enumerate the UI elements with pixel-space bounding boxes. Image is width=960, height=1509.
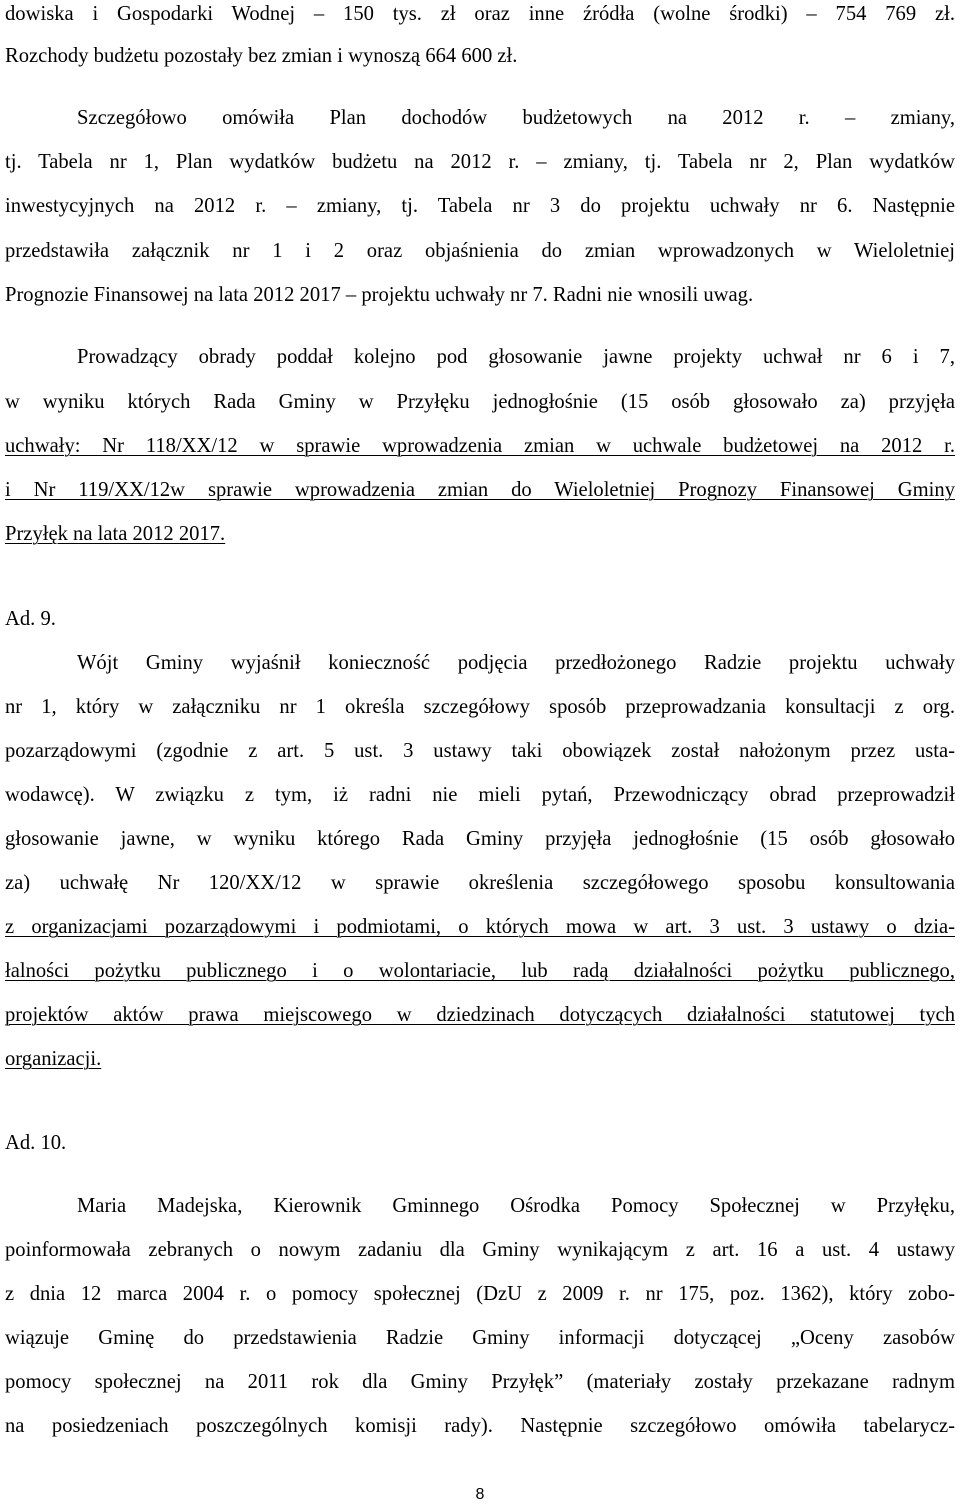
section-heading: Ad. 10. [5, 1132, 67, 1154]
text-line: dowiska i Gospodarki Wodnej – 150 tys. zł oraz inne źródła (wolne środki) – 754 769 zł. [5, 3, 955, 25]
text-line: Przyłęk na lata 2012 2017. [5, 523, 226, 545]
text-line: organizacji. [5, 1048, 102, 1070]
text-line: tj. Tabela nr 1, Plan wydatków budżetu na 2012 r. – zmiany, tj. Tabela nr 2, Plan wydatków [5, 151, 955, 173]
text-line: z dnia 12 marca 2004 r. o pomocy społecznej (DzU z 2009 r. nr 175, poz. 1362), który zobo- [5, 1283, 955, 1305]
text-line: uchwały: Nr 118/XX/12 w sprawie wprowadzenia zmian w uchwale budżetowej na 2012 r. [5, 435, 955, 457]
text-line: i Nr 119/XX/12w sprawie wprowadzenia zmian do Wieloletniej Prognozy Finansowej Gminy [5, 479, 955, 501]
text-line: wodawcę). W związku z tym, iż radni nie mieli pytań, Przewodniczący obrad przeprowadził [5, 784, 955, 806]
text-line: łalności pożytku publicznego i o wolontariacie, lub radą działalności pożytku publicznego, [5, 960, 955, 982]
text-line: Rozchody budżetu pozostały bez zmian i wynoszą 664 600 zł. [5, 45, 518, 67]
section-heading: Ad. 9. [5, 608, 56, 630]
page-number: 8 [475, 1486, 485, 1503]
text-line: głosowanie jawne, w wyniku którego Rada Gminy przyjęła jednogłośnie (15 osób głosowało [5, 828, 955, 850]
text-line: z organizacjami pozarządowymi i podmiotami, o których mowa w art. 3 ust. 3 ustawy o dzia- [5, 916, 955, 938]
text-line: przedstawiła załącznik nr 1 i 2 oraz objaśnienia do zmian wprowadzonych w Wieloletniej [5, 240, 955, 262]
text-line: Prowadzący obrady poddał kolejno pod głosowanie jawne projekty uchwał nr 6 i 7, [77, 346, 955, 368]
text-line: Prognozie Finansowej na lata 2012 2017 – projektu uchwały nr 7. Radni nie wnosili uwag. [5, 284, 754, 306]
text-line: wiązuje Gminę do przedstawienia Radzie Gminy informacji dotyczącej „Oceny zasobów [5, 1327, 955, 1349]
text-line: pozarządowymi (zgodnie z art. 5 ust. 3 ustawy taki obowiązek został nałożonym przez usta- [5, 740, 955, 762]
text-line: na posiedzeniach poszczególnych komisji rady). Następnie szczegółowo omówiła tabelarycz- [5, 1415, 955, 1437]
text-line: Szczegółowo omówiła Plan dochodów budżetowych na 2012 r. – zmiany, [77, 107, 955, 129]
text-line: poinformowała zebranych o nowym zadaniu dla Gminy wynikającym z art. 16 a ust. 4 ustawy [5, 1239, 955, 1261]
text-line: pomocy społecznej na 2011 rok dla Gminy Przyłęk” (materiały zostały przekazane radnym [5, 1371, 955, 1393]
text-line: inwestycyjnych na 2012 r. – zmiany, tj. Tabela nr 3 do projektu uchwały nr 6. Następnie [5, 195, 955, 217]
text-line: w wyniku których Rada Gminy w Przyłęku jednogłośnie (15 osób głosowało za) przyjęła [5, 391, 955, 413]
text-line: projektów aktów prawa miejscowego w dziedzinach dotyczących działalności statutowej tych [5, 1004, 955, 1026]
text-line: za) uchwałę Nr 120/XX/12 w sprawie określenia szczegółowego sposobu konsultowania [5, 872, 955, 894]
text-line: Maria Madejska, Kierownik Gminnego Ośrodka Pomocy Społecznej w Przyłęku, [77, 1195, 955, 1217]
text-line: nr 1, który w załączniku nr 1 określa szczegółowy sposób przeprowadzania konsultacji z org. [5, 696, 955, 718]
text-line: Wójt Gminy wyjaśnił konieczność podjęcia przedłożonego Radzie projektu uchwały [77, 652, 955, 674]
